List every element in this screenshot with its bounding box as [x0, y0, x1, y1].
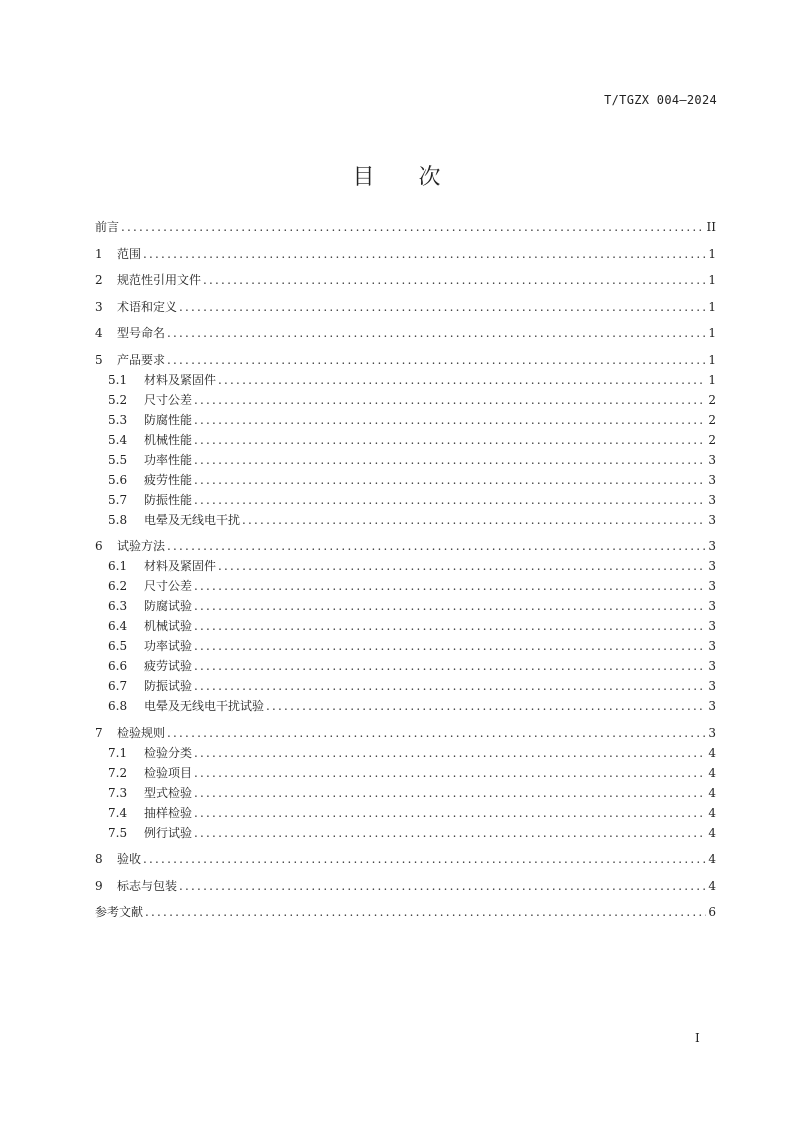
toc-entry-label: 检验规则 [117, 725, 166, 740]
dot-leader [194, 786, 706, 800]
toc-entry-page: 3 [708, 579, 716, 593]
toc-entry-number: 5.8 [108, 512, 128, 527]
dot-leader [194, 619, 706, 633]
table-of-contents [95, 218, 716, 923]
toc-entry-label: 机械试验 [144, 619, 193, 633]
toc-entry-label: 功率性能 [144, 452, 193, 467]
toc-entry-page: 3 [708, 599, 716, 613]
toc-entry-page: 2 [708, 412, 716, 427]
toc-entry-number: 6 [95, 539, 103, 553]
toc-entry-page: 1 [708, 352, 716, 367]
toc-entry-label: 规范性引用文件 [117, 273, 202, 287]
toc-entry[interactable] [95, 511, 716, 531]
toc-entry[interactable] [95, 724, 716, 744]
toc-entry-page: 3 [708, 492, 716, 507]
toc-entry[interactable] [95, 471, 716, 491]
dot-leader [179, 300, 706, 314]
toc-entry-label: 疲劳试验 [144, 659, 193, 673]
toc-entry-label: 尺寸公差 [144, 579, 193, 593]
toc-entry-label: 材料及紧固件 [144, 559, 217, 573]
toc-entry-page: 3 [708, 659, 716, 673]
dot-leader [143, 247, 706, 261]
dot-leader [194, 473, 706, 487]
toc-entry[interactable] [95, 537, 716, 557]
toc-entry-label: 检验项目 [144, 765, 193, 780]
dot-leader [194, 433, 706, 447]
toc-entry[interactable] [95, 371, 716, 391]
toc-entry[interactable] [95, 657, 716, 677]
toc-entry-number: 6.5 [108, 639, 128, 653]
toc-entry-label: 前言 [95, 220, 120, 234]
toc-entry-page: 6 [708, 905, 716, 919]
toc-entry[interactable] [95, 697, 716, 717]
toc-entry-page: 3 [708, 679, 716, 693]
toc-entry-page: 1 [708, 326, 716, 340]
toc-entry-label: 防振性能 [144, 492, 193, 507]
toc-entry[interactable] [95, 271, 716, 291]
toc-entry[interactable] [95, 877, 716, 897]
toc-entry[interactable] [95, 637, 716, 657]
toc-entry[interactable] [95, 245, 716, 265]
toc-entry[interactable] [95, 597, 716, 617]
page-number: I [695, 1031, 700, 1045]
toc-entry-label: 检验分类 [144, 745, 193, 760]
dot-leader [218, 559, 706, 573]
toc-entry-page: 4 [708, 852, 716, 866]
toc-entry-page: 1 [708, 246, 716, 261]
toc-entry-page: 3 [708, 539, 716, 553]
toc-entry-page: 4 [708, 878, 716, 893]
toc-entry-label: 疲劳性能 [144, 472, 193, 487]
toc-entry-number: 6.8 [108, 699, 128, 713]
toc-entry-number: 6.4 [108, 619, 128, 633]
page-title: 目 次 [352, 165, 441, 190]
toc-entry[interactable] [95, 557, 716, 577]
toc-entry-label: 型式检验 [144, 785, 193, 800]
toc-entry-label: 尺寸公差 [144, 392, 193, 407]
toc-entry[interactable] [95, 824, 716, 844]
toc-entry-number: 5.2 [108, 392, 128, 407]
dot-leader [194, 639, 706, 653]
document-code: T/TGZX 004—2024 [604, 93, 717, 107]
toc-entry-page: 3 [708, 699, 716, 713]
toc-entry-number: 5.5 [108, 452, 128, 467]
toc-entry-label: 防腐性能 [144, 412, 193, 427]
toc-entry-number: 6.3 [108, 599, 128, 613]
toc-entry-label: 例行试验 [144, 825, 193, 840]
dot-leader [203, 273, 706, 287]
toc-entry-page: 3 [708, 472, 716, 487]
toc-entry-page: 4 [708, 805, 716, 820]
toc-entry-label: 电晕及无线电干扰试验 [144, 699, 265, 713]
toc-entry-page: II [706, 220, 716, 234]
toc-entry-number: 3 [95, 299, 103, 314]
toc-entry-number: 5.6 [108, 472, 128, 487]
toc-entry[interactable] [95, 744, 716, 764]
toc-entry-page: 4 [708, 825, 716, 840]
toc-entry[interactable] [95, 577, 716, 597]
toc-entry-number: 6.2 [108, 579, 128, 593]
toc-entry[interactable] [95, 411, 716, 431]
toc-entry-label: 抽样检验 [144, 805, 193, 820]
toc-entry-label: 防腐试验 [144, 599, 193, 613]
toc-entry[interactable] [95, 298, 716, 318]
toc-entry-page: 3 [708, 559, 716, 573]
toc-entry[interactable] [95, 850, 716, 870]
toc-entry-label: 标志与包装 [117, 878, 178, 893]
toc-entry-number: 2 [95, 273, 103, 287]
dot-leader [194, 393, 706, 407]
toc-entry-page: 3 [708, 619, 716, 633]
toc-entry-page: 1 [708, 273, 716, 287]
toc-entry-number: 5.3 [108, 412, 128, 427]
dot-leader [194, 453, 706, 467]
toc-entry-label: 产品要求 [117, 352, 166, 367]
toc-entry-number: 7 [95, 725, 103, 740]
toc-entry-page: 3 [708, 452, 716, 467]
toc-entry-number: 7.3 [108, 785, 128, 800]
toc-entry-number: 5.1 [108, 372, 128, 387]
toc-entry-page: 1 [708, 372, 716, 387]
dot-leader [194, 659, 706, 673]
toc-entry-label: 术语和定义 [117, 299, 178, 314]
toc-entry-page: 1 [708, 299, 716, 314]
toc-entry[interactable] [95, 764, 716, 784]
toc-entry[interactable] [95, 491, 716, 511]
toc-entry-page: 2 [708, 432, 716, 447]
dot-leader [194, 826, 706, 840]
dot-leader [143, 852, 706, 866]
toc-entry-page: 3 [708, 639, 716, 653]
toc-entry-label: 机械性能 [144, 432, 193, 447]
toc-entry[interactable] [95, 903, 716, 923]
dot-leader [194, 766, 706, 780]
dot-leader [194, 806, 706, 820]
toc-entry-number: 7.1 [108, 745, 128, 760]
toc-entry[interactable] [95, 784, 716, 804]
toc-entry-number: 7.2 [108, 765, 128, 780]
dot-leader [167, 539, 706, 553]
toc-entry-number: 5 [95, 352, 103, 367]
toc-entry[interactable] [95, 617, 716, 637]
toc-entry-number: 5.7 [108, 492, 128, 507]
toc-entry[interactable] [95, 324, 716, 344]
dot-leader [167, 726, 706, 740]
dot-leader [194, 413, 706, 427]
toc-entry-number: 5.4 [108, 432, 128, 447]
dot-leader [194, 679, 706, 693]
toc-entry-label: 电晕及无线电干扰 [144, 512, 241, 527]
toc-entry-number: 9 [95, 878, 103, 893]
toc-entry[interactable] [95, 677, 716, 697]
toc-entry-label: 功率试验 [144, 639, 193, 653]
toc-entry[interactable] [95, 431, 716, 451]
toc-entry-label: 材料及紧固件 [144, 372, 217, 387]
toc-entry[interactable] [95, 391, 716, 411]
toc-entry[interactable] [95, 804, 716, 824]
toc-entry-number: 7.4 [108, 805, 128, 820]
dot-leader [121, 220, 705, 234]
toc-entry-number: 6.6 [108, 659, 128, 673]
toc-entry[interactable] [95, 351, 716, 371]
dot-leader [194, 599, 706, 613]
dot-leader [179, 879, 706, 893]
toc-entry-number: 8 [95, 852, 103, 866]
dot-leader [194, 579, 706, 593]
dot-leader [167, 326, 706, 340]
toc-entry-page: 4 [708, 745, 716, 760]
toc-entry-number: 4 [95, 326, 103, 340]
toc-entry-page: 2 [708, 392, 716, 407]
toc-entry-label: 试验方法 [117, 539, 166, 553]
toc-entry[interactable] [95, 218, 716, 238]
dot-leader [266, 699, 706, 713]
dot-leader [242, 513, 706, 527]
toc-entry-page: 3 [708, 512, 716, 527]
dot-leader [194, 493, 706, 507]
toc-entry-number: 7.5 [108, 825, 128, 840]
toc-entry-page: 4 [708, 765, 716, 780]
dot-leader [194, 746, 706, 760]
toc-entry-label: 防振试验 [144, 679, 193, 693]
toc-entry-label: 范围 [117, 246, 142, 261]
toc-entry[interactable] [95, 451, 716, 471]
toc-entry-page: 4 [708, 785, 716, 800]
toc-entry-page: 3 [708, 725, 716, 740]
dot-leader [145, 905, 706, 919]
toc-entry-number: 6.1 [108, 559, 128, 573]
toc-entry-label: 验收 [117, 852, 142, 866]
toc-entry-number: 1 [95, 246, 103, 261]
dot-leader [218, 373, 706, 387]
toc-entry-label: 参考文献 [95, 905, 144, 919]
toc-entry-number: 6.7 [108, 679, 128, 693]
dot-leader [167, 353, 706, 367]
toc-entry-label: 型号命名 [117, 326, 166, 340]
